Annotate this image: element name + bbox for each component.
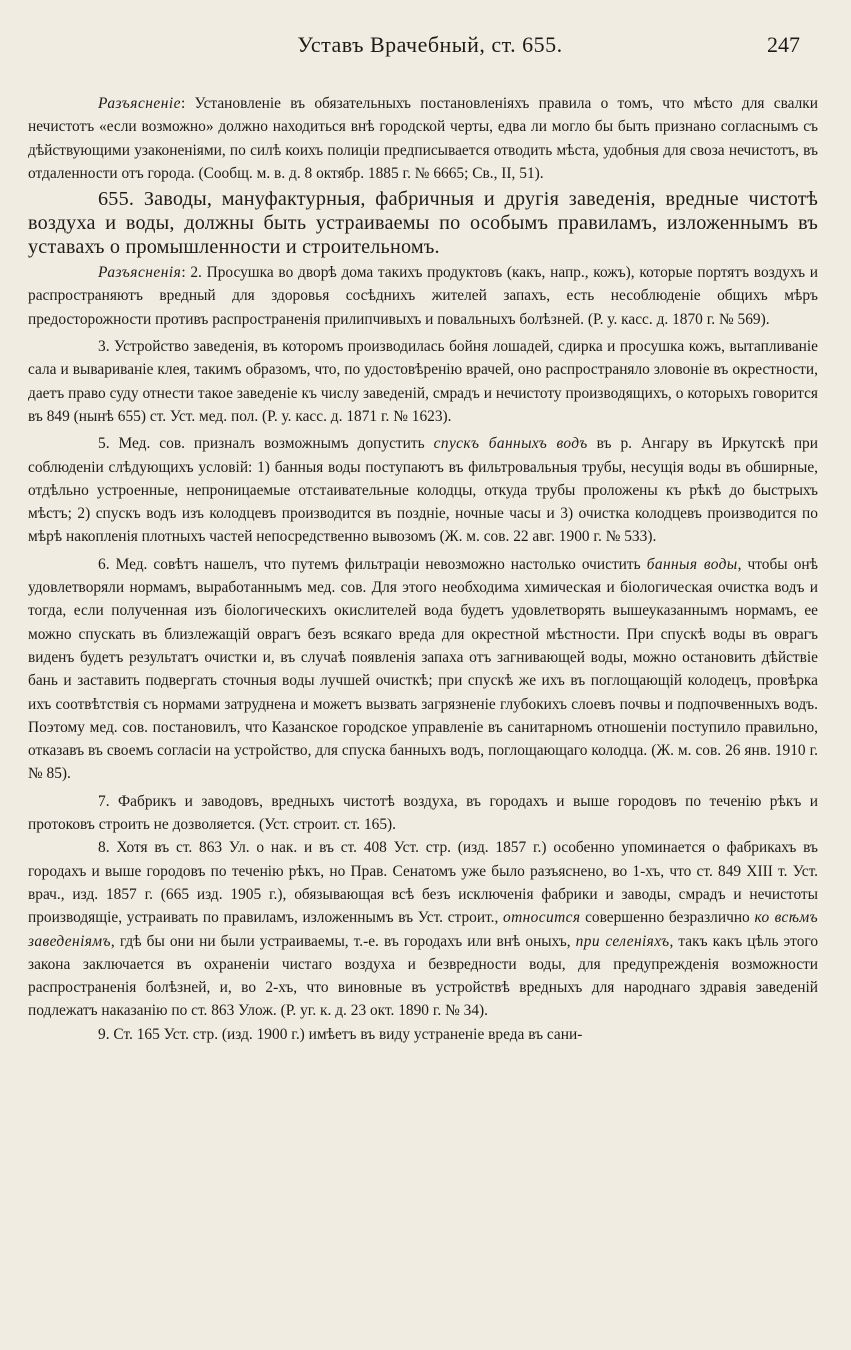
explanation-text: 3. Устройство заведенія, въ которомъ производилась бойня лошадей, сдирка и просушка кожъ, вытапливаніе сала и вывариваніе клея, такимъ образомъ, что, по удостовѣренію врачей, оно распространяло зловоніе въ окрестности, даетъ право суду отнести такое заведеніе къ числу заведеній, смрадъ и нечистоту производящихъ, о которыхъ говорится въ 849 (нынѣ 655) ст. Уст. мед. пол. (Р. у. касс. д. 1871 г. № 1623). (28, 338, 818, 425)
explanation-paragraph-3 (28, 335, 818, 428)
explanation-text: 9. Ст. 165 Уст. стр. (изд. 1900 г.) имѣетъ въ виду устраненіе вреда въ сани- (98, 1025, 583, 1043)
explanation-paragraph-5 (28, 432, 818, 548)
italic-term: спускъ банныхъ водъ (433, 435, 588, 453)
running-title: Уставъ Врачебный, ст. 655. (297, 32, 563, 57)
explanation-text: , гдѣ бы они ни были устраиваемы, т.-е. въ городахъ или внѣ оныхъ, (110, 932, 576, 950)
explanations-lead: Разъясненія (98, 264, 182, 282)
italic-term: ко всѣмъ заведеніямъ (28, 909, 819, 950)
explanation-text: совершенно безразлично (580, 909, 755, 927)
explanation-paragraph-9 (28, 1023, 818, 1046)
explanation-paragraph-8 (28, 836, 818, 1022)
explanation-text: 8. Хотя въ ст. 863 Ул. о нак. и въ ст. 408 Уст. стр. (изд. 1857 г.) особенно упоминается о фабрикахъ въ городахъ и выше городовъ по теченію рѣкъ, но Прав. Сенатомъ уже было разъяснено, во 1-хъ, что ст. 849 XIII т. Уст. врач., изд. 1857 г. (665 изд. 1905 г.), обязывающая всѣ безъ исключенія фабрики и заводы, смрадъ и нечистоты производящіе, устраивать по правиламъ, изложеннымъ въ Уст. строит., (28, 839, 818, 927)
explanation-text: 7. Фабрикъ и заводовъ, вредныхъ чистотѣ воздуха, въ городахъ и выше городовъ по теченію рѣкъ и протоковъ строить не дозволяется. (Уст. строит. ст. 165). (28, 792, 818, 834)
article-text: Заводы, мануфактурныя, фабричныя и другія заведенія, вредные чистотѣ воздуха и воды, должны быть устраиваемы по особымъ правиламъ, изложеннымъ въ уставахъ о промышленности и строительномъ. (28, 188, 818, 259)
explanation-paragraph-7 (28, 790, 818, 837)
explanation-text: въ р. Ангару въ Иркутскѣ при соблюденіи слѣдующихъ условій: 1) банныя воды поступаютъ въ фильтровальныя трубы, несущія воды въ обширные, отдѣльно устроенные, непроницаемые отстаивательные колодцы, откуда трубы проложены къ рѣкѣ до быстрыхъ мѣстъ; 2) спускъ водъ изъ колодцевъ производится въ поздніе, ночные часы и 3) очистка колодцевъ производится по мѣрѣ накопленія плотныхъ частей непосредственно вывозомъ (Ж. м. сов. 22 авг. 1900 г. № 533). (28, 435, 818, 546)
explanation-text: : 2. Просушка во дворѣ дома такихъ продуктовъ (какъ, напр., кожъ), которые портятъ воздухъ и распространяютъ вредный для здоровья сосѣднихъ жителей запахъ, есть несоблюденіе общихъ мѣръ предосторожности противъ распространенія прилипчивыхъ и повальныхъ болѣзней. (Р. у. касс. д. 1870 г. № 569). (28, 264, 818, 328)
explanation-text: : Установленіе въ обязательныхъ постановленіяхъ правила о томъ, что мѣсто для свалки нечистотъ «если возможно» должно находиться внѣ городской черты, едва ли могло бы быть признано согласнымъ съ дѣйствующими узаконеніями, по силѣ коихъ полиціи предписывается отводить мѣста, удобныя для своза нечистотъ, въ отдаленности отъ города. (Сообщ. м. в. д. 8 октябр. 1885 г. № 6665; Св., II, 51). (28, 95, 818, 182)
explanation-paragraph-6 (28, 553, 818, 786)
italic-term: относится (503, 909, 581, 927)
page-number: 247 (767, 32, 800, 57)
explanation-text: 6. Мед. совѣтъ нашелъ, что путемъ фильтраціи невозможно настолько очистить (98, 555, 647, 573)
explanation-lead: Разъясненіе (98, 95, 181, 112)
italic-term: банныя воды (646, 555, 738, 573)
explanation-text: , чтобы онѣ удовлетворяли нормамъ, выработаннымъ мед. сов. Для этого необходима химическая и біологическая очистка водъ и тогда, если полученная изъ біологическихъ окислителей вода будетъ удовлетворять вышеуказаннымъ нормамъ, ее можно спускать въ близлежащій оврагъ безъ всякаго вреда для окрестной мѣстности. При спускѣ воды въ оврагъ виденъ будетъ результатъ очистки и, въ случаѣ появленія запаха отъ загнивающей воды, можно остановить дѣйствіе бань и заставить подвергать сточныя воды лучшей очисткѣ; при спускѣ же ихъ въ поглощающій колодецъ, провѣрка ихъ соотвѣтствія съ нормами затруднена и можетъ вызвать загрязненіе глубокихъ слоевъ почвы и подпочвенныхъ водъ. Поэтому мед. сов. постановилъ, что Казанское городское управленіе въ санитарномъ отношеніи поступило правильно, отказавъ въ своемъ согласіи на устройство, для спуска банныхъ водъ, поглощающаго колодца. (Ж. м. сов. 26 янв. 1910 г. № 85). (28, 555, 818, 783)
article-number: 655. (98, 188, 135, 211)
explanation-text: 5. Мед. сов. призналъ возможнымъ допустить (98, 435, 434, 453)
explanation-text: , такъ какъ цѣль этого закона заключается въ охраненіи чистаго воздуха и безвредности воды, для предупрежденія возможности распространенія болѣзней, и, во 2-хъ, что виновные въ устройствѣ вредныхъ для народнаго здравія заведеній подлежатъ наказанію по ст. 863 Улож. (Р. уг. к. д. 23 окт. 1890 г. № 34). (28, 932, 819, 1020)
body-text (28, 92, 818, 1046)
article-655 (28, 187, 818, 259)
italic-term: при селеніяхъ (575, 932, 670, 950)
page-header (60, 32, 800, 62)
explanation-paragraph-2 (28, 261, 818, 331)
explanation-paragraph-1 (28, 92, 818, 185)
